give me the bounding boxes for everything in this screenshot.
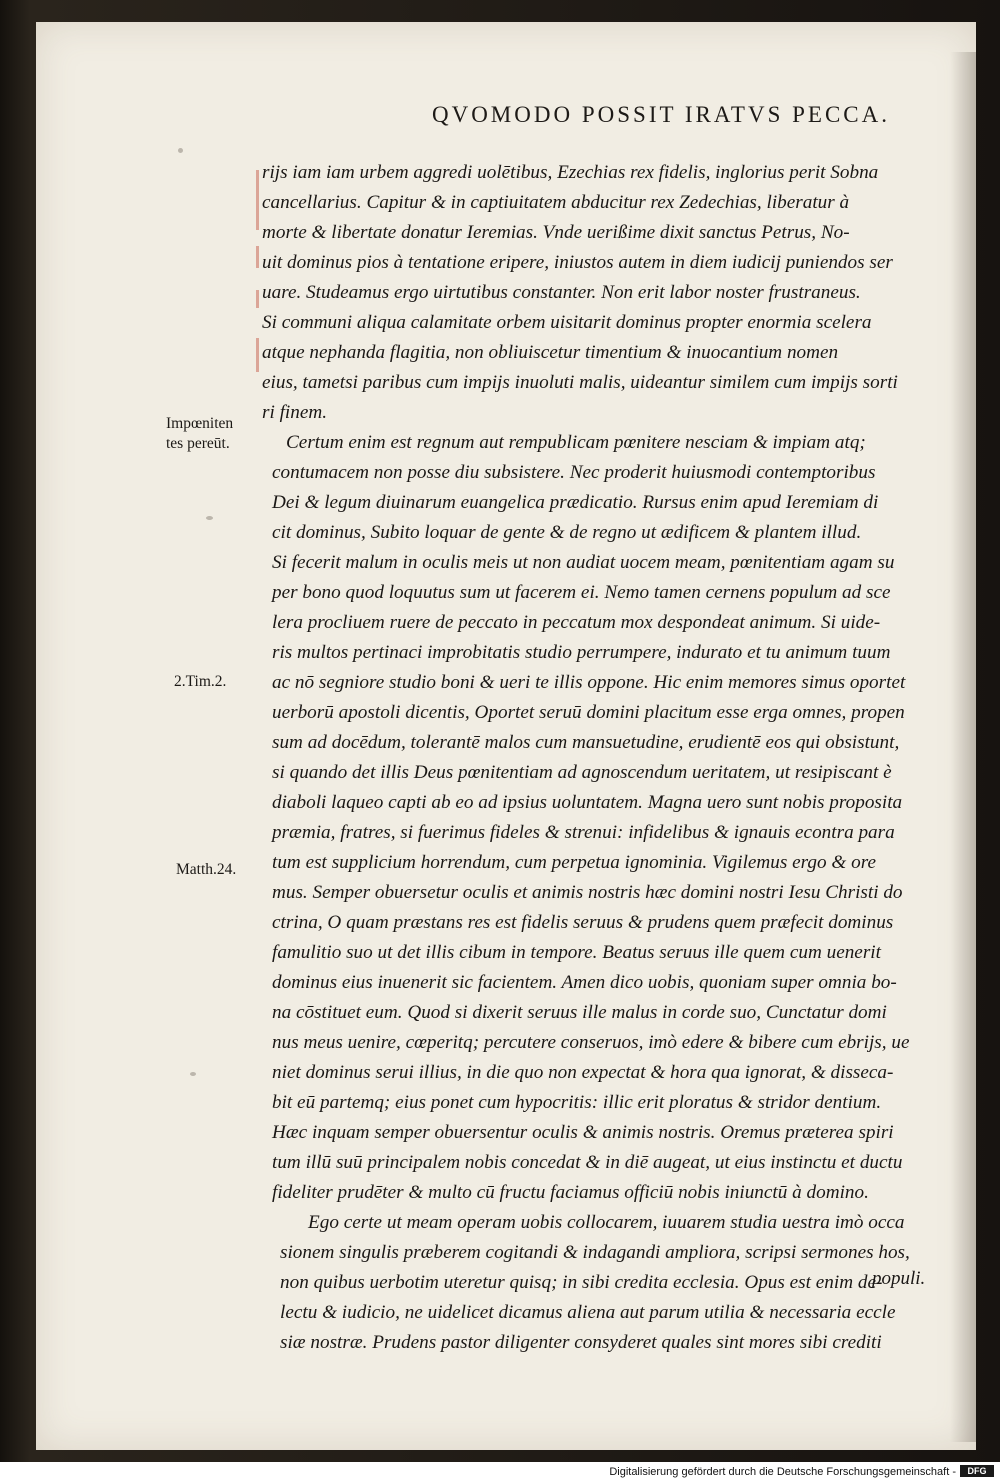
- text-line: tum est supplicium horrendum, cum perpetua ignominia. Vigilemus ergo & ore: [272, 852, 876, 873]
- marginal-note-impoenitentes: [166, 414, 233, 454]
- text-line: cancellarius. Capitur & in captiuitatem abducitur rex Zedechias, liberatur à: [262, 192, 850, 213]
- ink-speck: [206, 516, 213, 520]
- text-line: nus meus uenire, cœperitq; percutere conseruos, imò edere & bibere cum ebrijs, ue: [272, 1032, 910, 1053]
- running-head: QVOMODO POSSIT IRATVS PECCA.: [431, 102, 890, 127]
- dfg-logo: DFG: [960, 1465, 994, 1477]
- text-line: tum illū suū principalem nobis concedat & in diē augeat, ut eius instinctu et ductu: [272, 1152, 903, 1173]
- digitization-footer: [0, 1462, 1000, 1480]
- text-line: Hæc inquam semper obuersentur oculis & animis nostris. Oremus præterea spiri: [272, 1122, 894, 1143]
- catchword: populi.: [872, 1268, 926, 1289]
- text-line: uare. Studeamus ergo uirtutibus constanter. Non erit labor noster frustraneus.: [262, 282, 861, 303]
- text-line: lectu & iudicio, ne uidelicet dicamus aliena aut parum utilia & necessaria eccle: [280, 1302, 896, 1323]
- text-line: atque nephanda flagitia, non obliuiscetur timentium & inuocantium nomen: [262, 342, 839, 363]
- marginal-note-matthew: Matth.24.: [176, 861, 237, 878]
- text-line: præmia, fratres, si fuerimus fideles & strenui: infidelibus & ignauis econtra para: [272, 822, 895, 843]
- text-line: rijs iam iam urbem aggredi uolētibus, Ezechias rex fidelis, inglorius perit Sobna: [262, 162, 879, 183]
- text-line: Si communi aliqua calamitate orbem uisitarit dominus propter enormia scelera: [262, 312, 872, 333]
- text-line: Si fecerit malum in oculis meis ut non audiat uocem meam, pœnitentiam agam su: [272, 552, 895, 573]
- text-line: si quando det illis Deus pœnitentiam ad agnoscendum ueritatem, ut resipiscant è: [272, 762, 892, 783]
- text-line: morte & libertate donatur Ieremias. Vnde uerißime dixit sanctus Petrus, No-: [262, 222, 850, 243]
- funding-credit: Digitalisierung gefördert durch die Deutsche Forschungsgemeinschaft -: [609, 1466, 956, 1478]
- text-line: contumacem non posse diu subsistere. Nec proderit huiusmodi contemptoribus: [272, 462, 876, 483]
- text-line: niet dominus serui illius, in die quo non expectat & hora qua ignorat, & disseca-: [272, 1062, 894, 1083]
- paragraph-first-line: Ego certe ut meam operam uobis collocarem, iuuarem studia uestra imò occa: [308, 1212, 905, 1233]
- page-edge-shadow: [950, 52, 976, 1442]
- text-line: siæ nostræ. Prudens pastor diligenter consyderet quales sint mores sibi crediti: [280, 1332, 882, 1353]
- paragraph-first-line: Certum enim est regnum aut rempublicam pœnitere nesciam & impiam atq;: [286, 432, 866, 453]
- ink-speck: [190, 1072, 196, 1076]
- text-line: famulitio suo ut det illis cibum in tempore. Beatus seruus ille quem cum uenerit: [272, 942, 881, 963]
- text-line: per bono quod loquutus sum ut facerem ei. Nemo tamen cernens populum ad sce: [272, 582, 891, 603]
- text-line: ri finem.: [262, 402, 328, 423]
- text-line: mus. Semper obuersetur oculis et animis nostris hæc domini nostri Iesu Christi do: [272, 882, 903, 903]
- marginal-note-line: tes pereūt.: [166, 435, 230, 452]
- text-line: diaboli laqueo capti ab eo ad ipsius uoluntatem. Magna uero sunt nobis proposita: [272, 792, 903, 813]
- text-line: cit dominus, Subito loquar de gente & de regno ut ædificem & plantem illud.: [272, 522, 862, 543]
- text-line: sum ad docēdum, tolerantē malos cum mansuetudine, erudientē eos qui obsistunt,: [272, 732, 900, 753]
- text-line: Dei & legum diuinarum euangelica prædicatio. Rursus enim apud Ieremiam di: [272, 492, 879, 513]
- main-text-block: [236, 158, 936, 1358]
- text-line: bit eū partemq; eius ponet cum hypocritis: illic erit ploratus & stridor dentium.: [272, 1092, 882, 1113]
- text-line: ris multos pertinaci improbitatis studio perrumpere, indurato et tu animum tuum: [272, 642, 891, 663]
- text-line: non quibus uerbotim uteretur quisq; in sibi credita ecclesia. Opus est enim de-: [280, 1272, 883, 1293]
- marginal-note-line: Impœniten: [166, 415, 234, 432]
- text-line: eius, tametsi paribus cum impijs inuoluti malis, uideantur similem cum impijs sorti: [262, 372, 898, 393]
- text-line: dominus eius inuenerit sic facientem. Amen dico uobis, quoniam super omnia bo-: [272, 972, 897, 993]
- text-line: sionem singulis præberem cogitandi & indagandi ampliora, scripsi sermones hos,: [280, 1242, 910, 1263]
- ink-speck: [178, 148, 183, 153]
- text-line: uerborū apostoli dicentis, Oportet seruū domini placitum esse erga omnes, propen: [272, 702, 905, 723]
- text-line: ctrina, O quam præstans res est fidelis seruus & prudens quem præfecit dominus: [272, 912, 894, 933]
- text-line: uit dominus pios à tentatione eripere, iniustos autem in diem iudicij puniendos ser: [262, 252, 893, 273]
- text-line: fideliter prudēter & multo cū fructu faciamus officiū nobis iniunctū à domino.: [272, 1182, 869, 1203]
- text-line: lera procliuem ruere de peccato in peccatum mox despondeat animum. Si uide-: [272, 612, 881, 633]
- text-line: na cōstituet eum. Quod si dixerit seruus ille malus in corde suo, Cunctatur domi: [272, 1002, 887, 1023]
- text-line: ac nō segniore studio boni & ueri te illis oppone. Hic enim memores simus oportet: [272, 672, 906, 693]
- marginal-note-timothy: 2.Tim.2.: [174, 673, 227, 690]
